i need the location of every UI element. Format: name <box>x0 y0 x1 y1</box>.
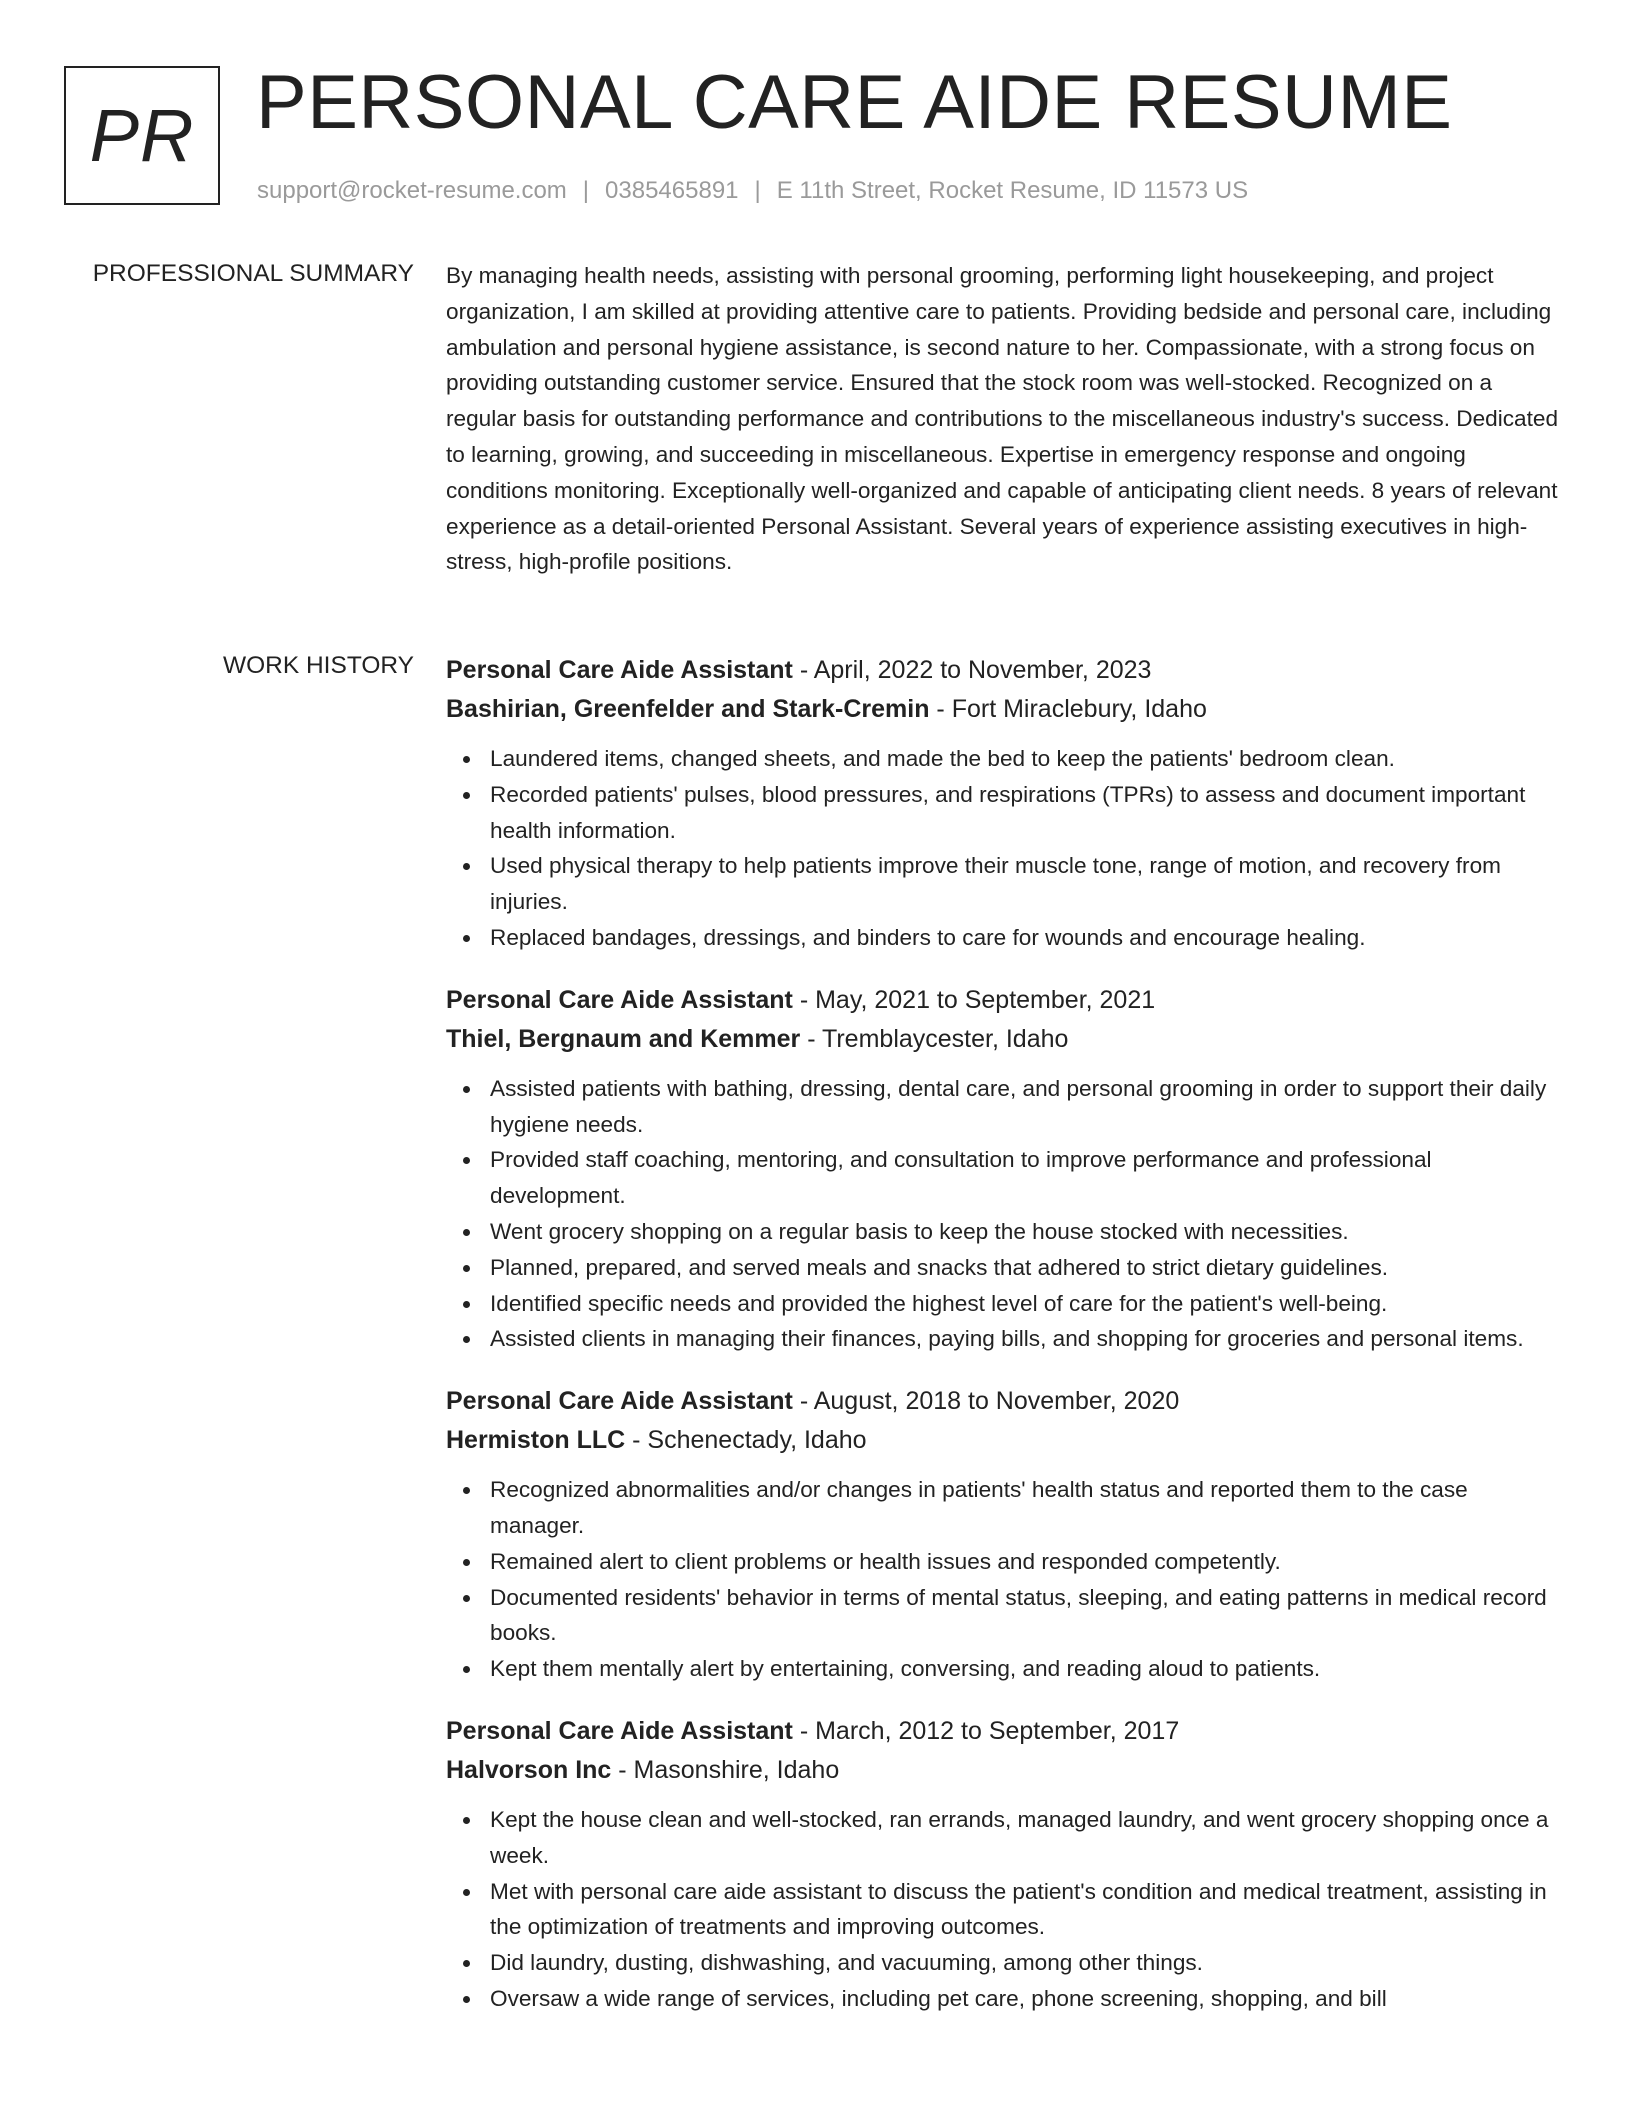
work-history-list <box>446 651 1566 2042</box>
job-title: Personal Care Aide Assistant <box>446 1716 793 1745</box>
job-company-line <box>446 1421 1566 1460</box>
resume-title: PERSONAL CARE AIDE RESUME <box>256 60 1453 145</box>
job-bullet: Met with personal care aide assistant to discuss the patient's condition and medical treatment, assisting in the optimization of treatments and improving outcomes. <box>490 1874 1566 1946</box>
job-bullet: Kept them mentally alert by entertaining, conversing, and reading aloud to patients. <box>490 1651 1566 1687</box>
job-bullet: Identified specific needs and provided the highest level of care for the patient's well-being. <box>490 1286 1566 1322</box>
job-location: - Fort Miraclebury, Idaho <box>929 695 1207 723</box>
summary-section-label: PROFESSIONAL SUMMARY <box>92 260 414 287</box>
monogram-logo: PR <box>64 66 220 205</box>
contact-separator: | <box>582 177 590 204</box>
job-company-line <box>446 690 1566 729</box>
job-location: - Masonshire, Idaho <box>611 1755 840 1784</box>
job-title: Personal Care Aide Assistant <box>446 985 793 1014</box>
job-dates: - May, 2021 to September, 2021 <box>792 985 1156 1014</box>
job-bullet: Laundered items, changed sheets, and made the bed to keep the patients' bedroom clean. <box>490 741 1566 777</box>
job-bullet: Oversaw a wide range of services, including pet care, phone screening, shopping, and bill <box>490 1981 1566 2017</box>
job-title: Personal Care Aide Assistant <box>446 656 793 684</box>
job-bullets <box>446 1802 1566 2017</box>
work-history-section-label: WORK HISTORY <box>222 652 414 679</box>
job-dates: - April, 2022 to November, 2023 <box>792 656 1152 684</box>
job-bullet: Provided staff coaching, mentoring, and consultation to improve performance and professional development. <box>490 1142 1566 1214</box>
job-bullet: Documented residents' behavior in terms of mental status, sleeping, and eating patterns in medical record books. <box>490 1580 1566 1652</box>
contact-line <box>257 174 1248 208</box>
job-title-line <box>446 1712 1566 1751</box>
job-location: - Schenectady, Idaho <box>625 1426 867 1455</box>
job-bullet: Went grocery shopping on a regular basis to keep the house stocked with necessities. <box>490 1214 1566 1250</box>
job-bullets <box>446 1472 1566 1687</box>
job-bullets <box>446 741 1566 956</box>
contact-email: support@rocket-resume.com <box>257 177 567 204</box>
job-company: Bashirian, Greenfelder and Stark-Cremin <box>446 695 930 723</box>
job-title-line <box>446 1382 1566 1421</box>
job-bullet: Kept the house clean and well-stocked, ran errands, managed laundry, and went grocery shopping once a week. <box>490 1802 1566 1874</box>
contact-phone: 0385465891 <box>605 177 739 204</box>
job-bullets <box>446 1071 1566 1357</box>
job-bullet: Recognized abnormalities and/or changes in patients' health status and reported them to the case manager. <box>490 1472 1566 1544</box>
job-entry <box>446 1382 1566 1687</box>
job-title-line <box>446 651 1566 690</box>
job-entry <box>446 981 1566 1357</box>
job-company-line <box>446 1020 1566 1059</box>
job-entry <box>446 651 1566 956</box>
job-title-line <box>446 981 1566 1020</box>
job-entry <box>446 1712 1566 2017</box>
job-company: Halvorson Inc <box>446 1755 612 1784</box>
contact-separator: | <box>754 177 761 204</box>
job-title: Personal Care Aide Assistant <box>446 1387 793 1416</box>
job-dates: - March, 2012 to September, 2017 <box>792 1716 1180 1745</box>
job-dates: - August, 2018 to November, 2020 <box>792 1387 1180 1416</box>
job-company: Thiel, Bergnaum and Kemmer <box>446 1024 801 1053</box>
job-bullet: Assisted patients with bathing, dressing, dental care, and personal grooming in order to support their daily hygiene needs. <box>490 1071 1566 1143</box>
job-company: Hermiston LLC <box>446 1426 626 1455</box>
job-bullet: Remained alert to client problems or health issues and responded competently. <box>490 1544 1566 1580</box>
job-bullet: Replaced bandages, dressings, and binders to care for wounds and encourage healing. <box>490 920 1566 956</box>
job-bullet: Recorded patients' pulses, blood pressures, and respirations (TPRs) to assess and document important health information. <box>490 777 1566 849</box>
job-location: - Tremblaycester, Idaho <box>800 1024 1069 1053</box>
job-bullet: Planned, prepared, and served meals and snacks that adhered to strict dietary guidelines. <box>490 1250 1566 1286</box>
job-bullet: Used physical therapy to help patients improve their muscle tone, range of motion, and recovery from injuries. <box>490 848 1566 920</box>
job-company-line <box>446 1751 1566 1790</box>
job-bullet: Assisted clients in managing their finances, paying bills, and shopping for groceries and personal items. <box>490 1321 1566 1357</box>
contact-address: E 11th Street, Rocket Resume, ID 11573 US <box>776 177 1249 204</box>
job-bullet: Did laundry, dusting, dishwashing, and vacuuming, among other things. <box>490 1945 1566 1981</box>
summary-text: By managing health needs, assisting with personal grooming, performing light housekeeping, and project organization, I am skilled at providing attentive care to patients. Providing bedside and personal care, including ambulation and personal hygiene assistance, is second nature to her. Compassionate, with a strong focus on providing outstanding customer service. Ensured that the stock room was well-stocked. Recognized on a regular basis for outstanding performance and contributions to the miscellaneous industry's success. Dedicated to learning, growing, and succeeding in miscellaneous. Expertise in emergency response and ongoing conditions monitoring. Exceptionally well-organized and capable of anticipating client needs. 8 years of relevant experience as a detail-oriented Personal Assistant. Several years of experience assisting executives in high-stress, high-profile positions. <box>446 263 1559 575</box>
